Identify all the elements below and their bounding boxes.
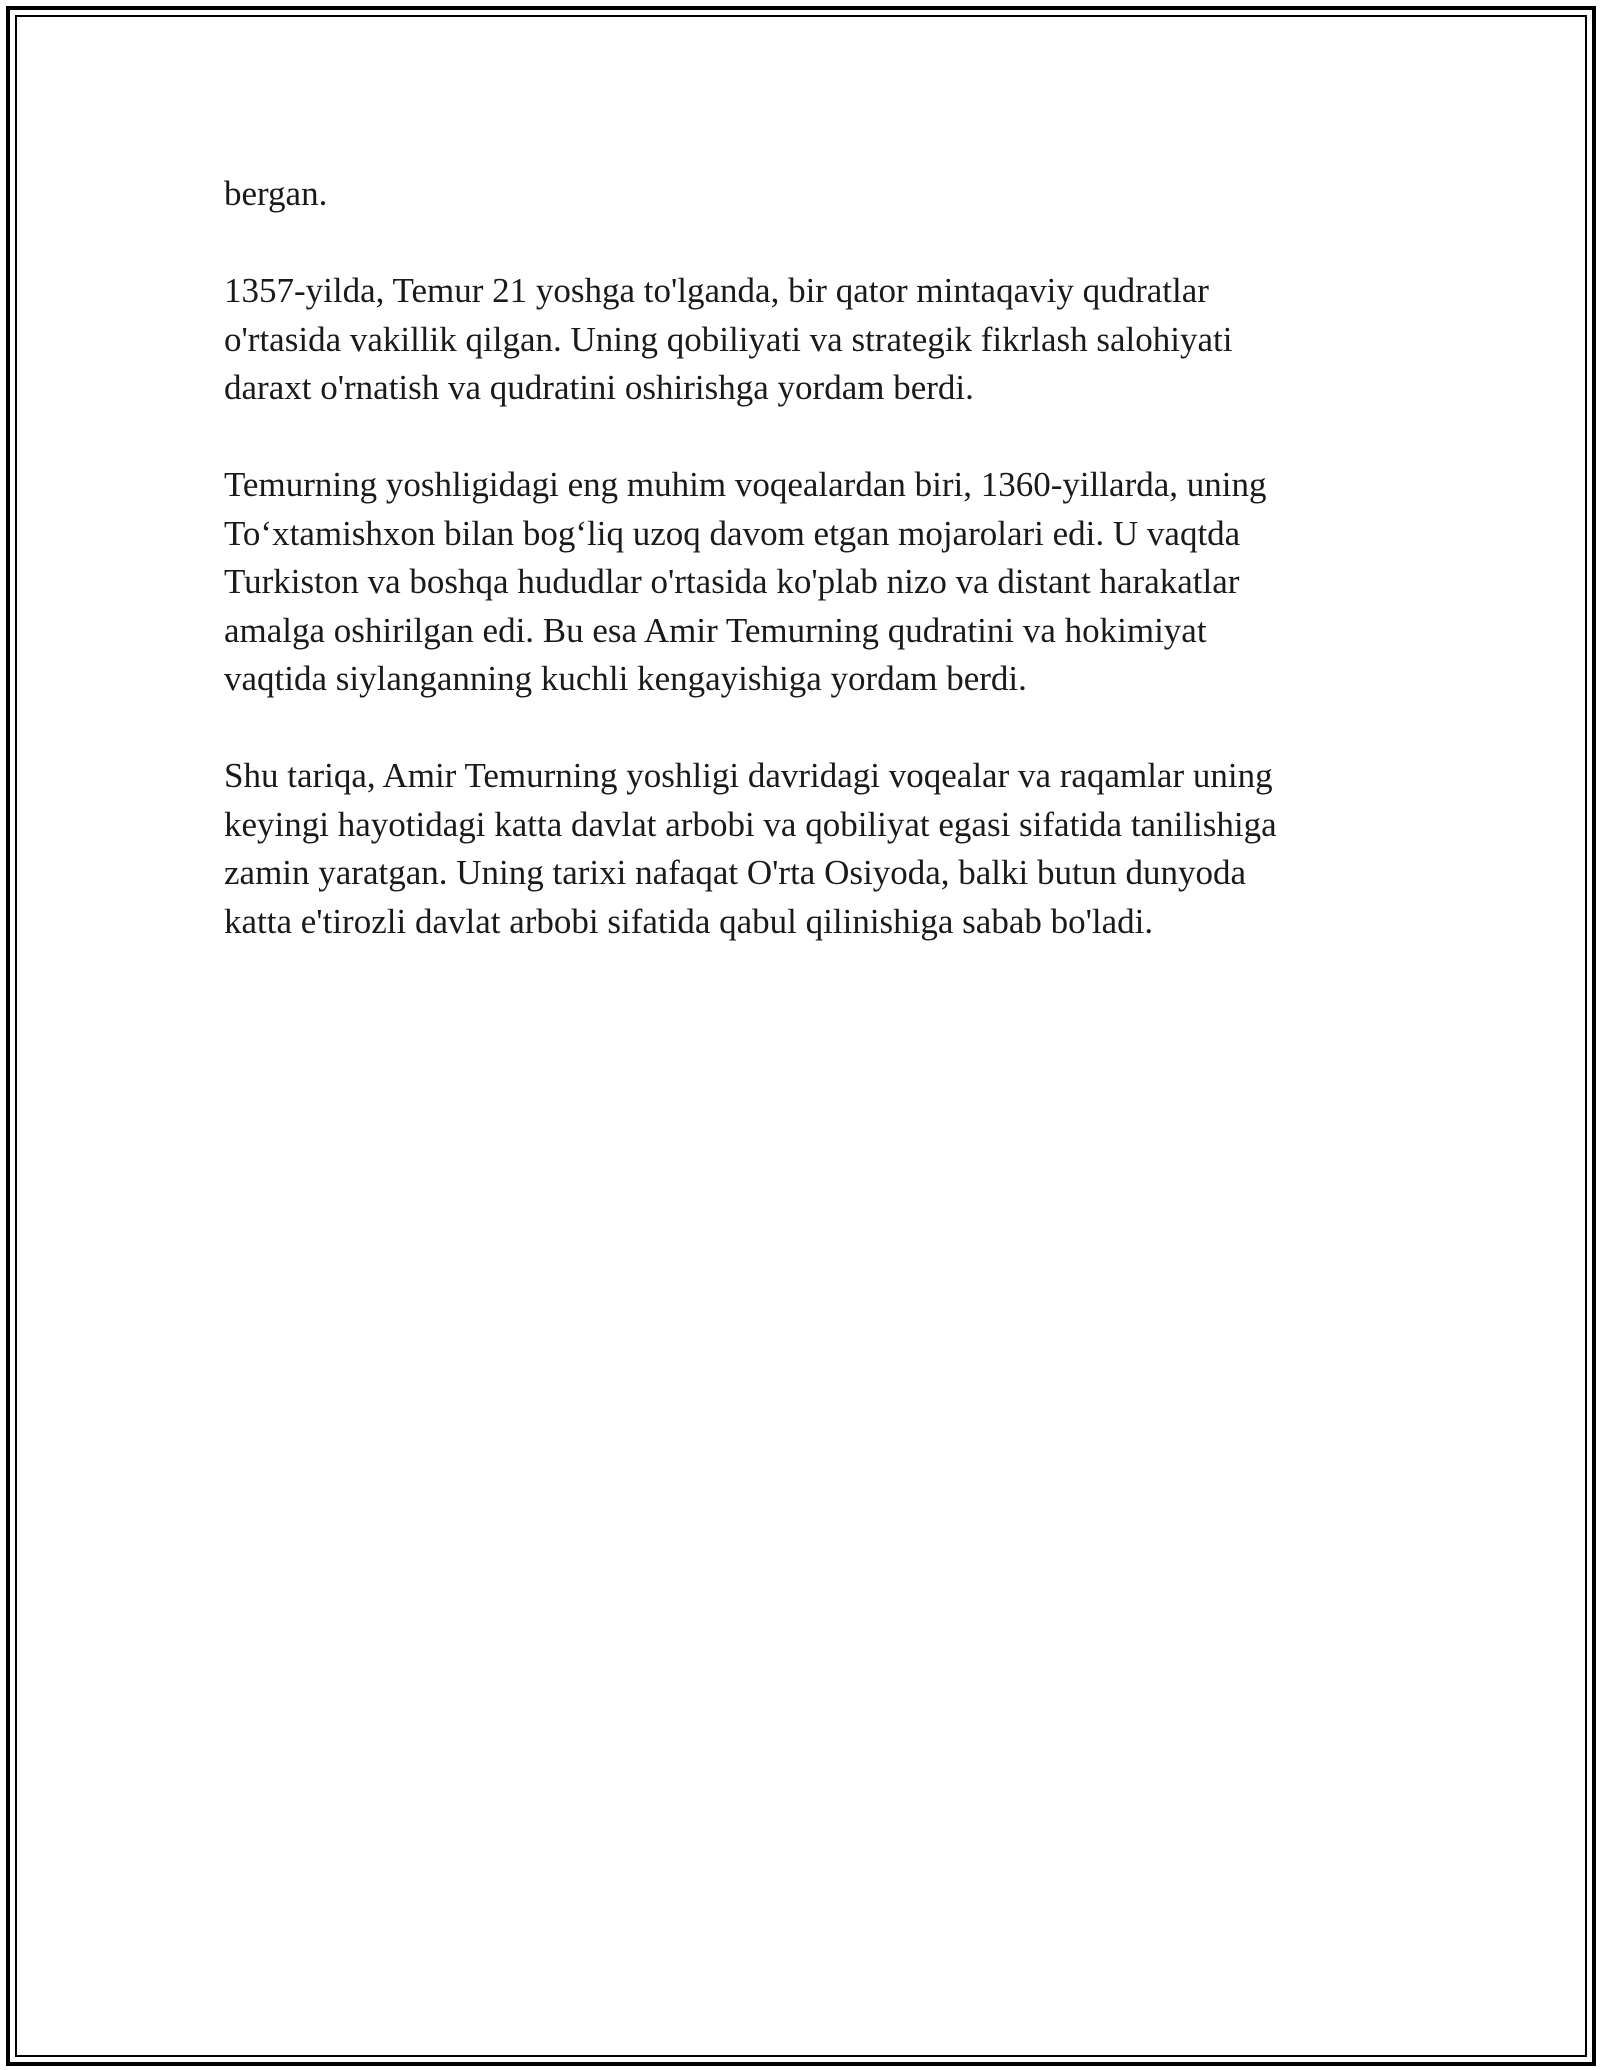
document-body bbox=[224, 170, 1374, 995]
text-line: vaqtida siylanganning kuchli kengayishiga yordam berdi. bbox=[224, 659, 1027, 698]
paragraph-2 bbox=[224, 267, 1374, 413]
text-line: To‘xtamishxon bilan bog‘liq uzoq davom etgan mojarolari edi. U vaqtda bbox=[224, 513, 1241, 553]
text-line: bergan. bbox=[224, 174, 328, 213]
paragraph-4 bbox=[224, 752, 1374, 946]
text-line: zamin yaratgan. Uning tarixi nafaqat O'rta Osiyoda, balki butun dunyoda bbox=[224, 853, 1246, 892]
paragraph-1 bbox=[224, 170, 1374, 219]
paragraph-3 bbox=[224, 461, 1374, 704]
text-line: o'rtasida vakillik qilgan. Uning qobiliyati va strategik fikrlash salohiyati bbox=[224, 319, 1233, 359]
text-line: Shu tariqa, Amir Temurning yoshligi davridagi voqealar va raqamlar uning bbox=[224, 756, 1273, 795]
text-line: Turkiston va boshqa hududlar o'rtasida ko'plab nizo va distant harakatlar bbox=[224, 562, 1240, 601]
text-line: 1357-yilda, Temur 21 yoshga to'lganda, bir qator mintaqaviy qudratlar bbox=[224, 271, 1209, 310]
text-line: amalga oshirilgan edi. Bu esa Amir Temurning qudratini va hokimiyat bbox=[224, 610, 1207, 650]
text-line: keyingi hayotidagi katta davlat arbobi va qobiliyat egasi sifatida tanilishiga bbox=[224, 804, 1277, 844]
text-line: Temurning yoshligidagi eng muhim voqealardan biri, 1360-yillarda, uning bbox=[224, 465, 1267, 504]
text-line: katta e'tirozli davlat arbobi sifatida qabul qilinishiga sabab bo'ladi. bbox=[224, 901, 1154, 941]
text-line: daraxt o'rnatish va qudratini oshirishga yordam berdi. bbox=[224, 368, 974, 407]
